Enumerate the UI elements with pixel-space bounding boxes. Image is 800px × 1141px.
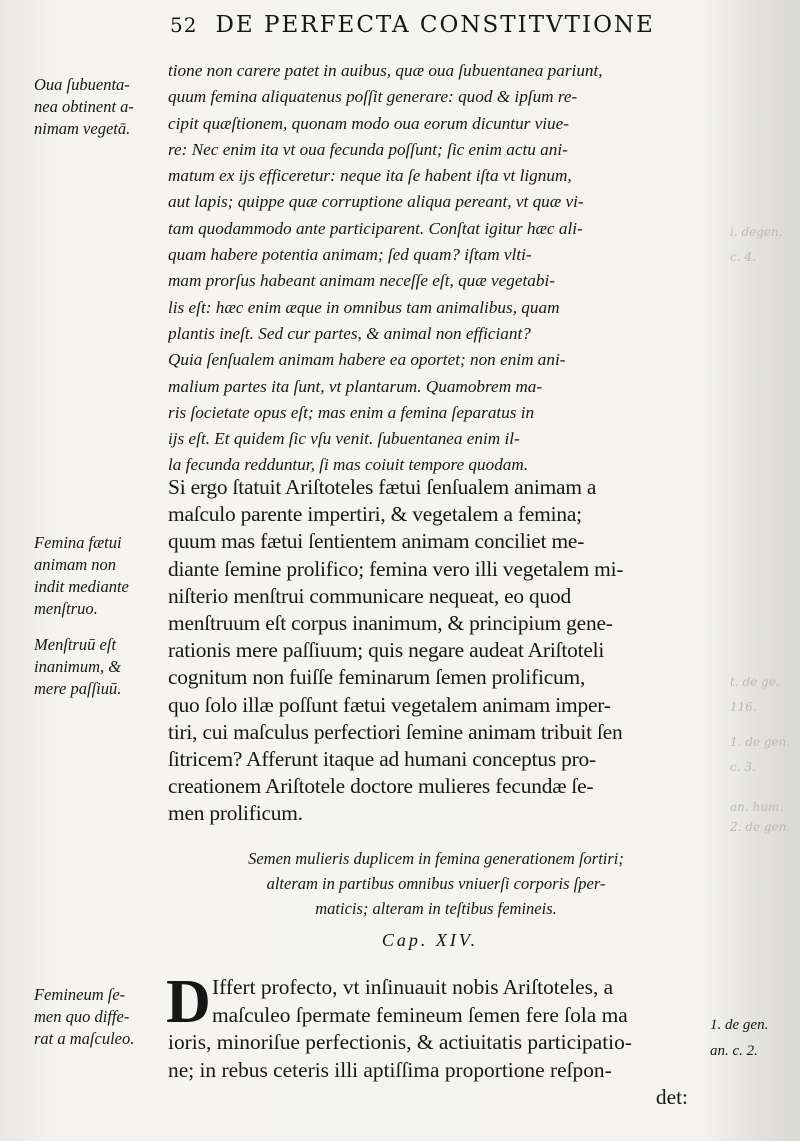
margin-note-line: nimam vegetā.: [34, 119, 131, 138]
margin-note-line: Femina fætui: [34, 533, 122, 552]
text-line: rationis mere paſſiuum; quis negare audeat Ariſtoteli: [168, 638, 605, 663]
text-line: ijs eſt. Et quidem ſic vſu venit. ſubuentanea enim il-: [168, 429, 520, 449]
text-line: tam quodammodo ante participarent. Conſtat igitur hæc ali-: [168, 218, 583, 238]
margin-note-femineum-semen: [34, 984, 162, 1050]
text-line: cognitum non fuiſſe feminarum ſemen prolificum,: [168, 665, 586, 690]
margin-note-line: men quo diffe-: [34, 1007, 130, 1026]
text-line: matum ex ijs efficeretur: neque ita ſe habent iſta vt lignum,: [168, 166, 572, 186]
text-line: cipit quæſtionem, quonam modo oua eorum dicuntur viue-: [168, 113, 569, 133]
chapter-opening-paragraph: [166, 968, 708, 1112]
text-line: mam prorſus habeant animam neceſſe eſt, quæ vegetabi-: [168, 271, 555, 291]
margin-note-line: Femineum ſe-: [34, 985, 126, 1004]
text-line: niſterio menſtrui communicare nequeat, eo quod: [168, 583, 572, 608]
text-line: men prolificum.: [168, 801, 303, 826]
italic-quotation-paragraph: [168, 58, 708, 479]
text-line: creationem Ariſtotele doctore mulieres fecundæ ſe-: [168, 774, 594, 799]
text-line: menſtruum eſt corpus inanimum, & principium gene-: [168, 611, 613, 636]
chapter-heading-line: maticis; alteram in teſtibus femineis.: [315, 899, 557, 918]
bleed-through-mark: c. 3.: [730, 760, 756, 774]
page-header: [170, 12, 690, 38]
text-line: maſculeo ſpermate femineum ſemen fere ſola ma: [212, 1002, 628, 1027]
text-line: re: Nec enim ita vt oua fecunda poſſunt; ſic enim actu ani-: [168, 139, 568, 159]
text-line: det:: [655, 1085, 688, 1109]
text-line: tione non carere patet in auibus, quæ oua ſubuentanea pariunt,: [168, 61, 603, 80]
chapter-heading-line: Semen mulieris duplicem in femina generationem ſortiri;: [248, 849, 624, 868]
text-line: diante ſemine prolifico; femina vero illi vegetalem mi-: [168, 556, 624, 581]
text-line: la fecunda redduntur, ſi mas coiuit tempore quodam.: [168, 455, 529, 475]
margin-note-menstruum: [34, 634, 162, 700]
text-line: ne; in rebus ceteris illi aptiſſima proportione reſpon-: [168, 1057, 612, 1082]
margin-note-line: mere paſſiuū.: [34, 679, 122, 698]
margin-note-line: Oua ſubuenta-: [34, 75, 130, 94]
text-line: quum femina aliquatenus poſſit generare: quod & ipſum re-: [168, 87, 578, 107]
bleed-through-mark: 116.: [730, 700, 757, 714]
bleed-through-mark: i. degen.: [730, 225, 783, 239]
text-line: quam habere potentia animam; ſed quam? iſtam vlti-: [168, 245, 532, 265]
margin-note-line: nea obtinent a-: [34, 97, 134, 116]
text-line: ioris, minoriſue perfectionis, & actiuitatis participatio-: [168, 1030, 632, 1054]
bleed-through-mark: 2. de gen.: [730, 820, 791, 834]
text-line: ſitricem? Afferunt itaque ad humani conceptus pro-: [168, 747, 596, 772]
bleed-through-mark: an. hum.: [730, 800, 784, 814]
margin-citation-line: an. c. 2.: [710, 1043, 758, 1059]
margin-note-line: menſtruo.: [34, 599, 98, 618]
text-line: quo ſolo illæ poſſunt fætui vegetalem animam imper-: [168, 692, 611, 717]
text-line: lis eſt: hæc enim æque in omnibus tam animalibus, quam: [168, 297, 560, 317]
bleed-through-mark: t. de ge.: [730, 675, 780, 689]
chapter-number: Cap. XIV.: [381, 930, 479, 950]
margin-note-line: rat a maſculeo.: [34, 1029, 135, 1048]
bleed-through-mark: c. 4.: [730, 250, 756, 264]
text-line: quum mas fætui ſentientem animam conciliet me-: [168, 529, 585, 554]
margin-note-line: indit mediante: [34, 577, 129, 596]
chapter-heading: [176, 846, 696, 921]
margin-note-line: animam non: [34, 555, 117, 574]
text-line: Iffert profecto, vt inſinuauit nobis Ariſtoteles, a: [212, 975, 614, 999]
text-line: tiri, cui maſculus perfectiori ſemine animam tribuit ſen: [168, 719, 623, 744]
text-line: maſculo parente impertiri, & vegetalem a femina;: [168, 502, 582, 527]
margin-note-line: Menſtruū eſt: [34, 635, 117, 654]
text-line: Quia ſenſualem animam habere ea oportet; non enim ani-: [168, 350, 566, 370]
margin-citation-line: 1. de gen.: [710, 1017, 769, 1033]
text-line: plantis ineſt. Sed cur partes, & animal non efficiant?: [168, 323, 531, 343]
margin-note-femina-faetui: [34, 532, 162, 620]
text-line: ris ſocietate opus eſt; mas enim a femina ſeparatus in: [168, 402, 535, 422]
bleed-through-mark: 1. de gen.: [730, 735, 791, 749]
chapter-heading-line: alteram in partibus omnibus vniuerſi corporis ſper-: [266, 874, 606, 893]
page-number: 52: [170, 13, 198, 37]
roman-paragraph: [168, 474, 708, 828]
running-title: DE PERFECTA CONSTITVTIONE: [215, 12, 655, 38]
text-line: malium partes ita ſunt, vt plantarum. Quamobrem ma-: [168, 376, 543, 396]
margin-note-line: inanimum, &: [34, 657, 122, 676]
drop-cap-initial: D: [166, 968, 211, 1036]
text-line: Si ergo ſtatuit Ariſtoteles fætui ſenſualem animam a: [168, 475, 597, 499]
margin-citation: [710, 1012, 768, 1064]
margin-note-oua-subuentanea: [34, 74, 162, 140]
text-line: aut lapis; quippe quæ corruptione aliqua pereant, vt quæ vi-: [168, 192, 584, 212]
